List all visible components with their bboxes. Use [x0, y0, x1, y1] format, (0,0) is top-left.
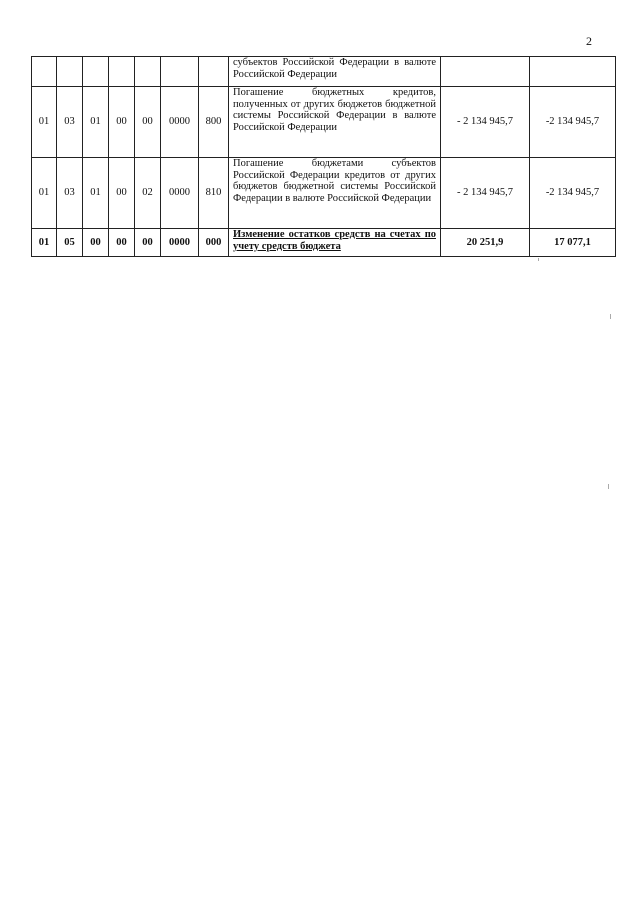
code-cell: 00 [109, 229, 135, 257]
code-cell: 00 [135, 229, 161, 257]
code-cell: 00 [109, 87, 135, 158]
code-cell: 01 [83, 158, 109, 229]
scan-speck [610, 314, 611, 319]
code-cell: 0000 [161, 87, 199, 158]
code-cell: 810 [199, 158, 229, 229]
code-cell [135, 57, 161, 87]
code-cell: 02 [135, 158, 161, 229]
scan-speck [608, 484, 609, 489]
value-cell-1: - 2 134 945,7 [441, 87, 530, 158]
code-cell: 01 [32, 87, 57, 158]
code-cell: 800 [199, 87, 229, 158]
code-cell: 0000 [161, 158, 199, 229]
value-cell-2 [530, 57, 616, 87]
value-cell-1: - 2 134 945,7 [441, 158, 530, 229]
code-cell [32, 57, 57, 87]
description-cell: Погашение бюджетами субъектов Российской Федерации кредитов от других бюджетов бюджетной системы Российской Федерации в валюте Российской Федерации [229, 158, 441, 229]
description-cell: субъектов Российской Федерации в валюте Российской Федерации [229, 57, 441, 87]
description-cell: Изменение остатков средств на счетах по учету средств бюджета [229, 229, 441, 257]
budget-sources-table [31, 56, 616, 257]
value-cell-1: 20 251,9 [441, 229, 530, 257]
code-cell [161, 57, 199, 87]
table-row-total [32, 229, 616, 257]
code-cell: 01 [32, 229, 57, 257]
table-row [32, 87, 616, 158]
code-cell: 00 [135, 87, 161, 158]
code-cell: 0000 [161, 229, 199, 257]
code-cell [83, 57, 109, 87]
table-row [32, 158, 616, 229]
code-cell: 00 [109, 158, 135, 229]
code-cell: 00 [83, 229, 109, 257]
code-cell: 03 [57, 87, 83, 158]
value-cell-2: 17 077,1 [530, 229, 616, 257]
code-cell [199, 57, 229, 87]
value-cell-2: -2 134 945,7 [530, 87, 616, 158]
code-cell [109, 57, 135, 87]
code-cell: 01 [32, 158, 57, 229]
description-cell: Погашение бюджетных кредитов, полученных от других бюджетов бюджетной системы Российской Федерации в валюте Российской Федерации [229, 87, 441, 158]
code-cell: 000 [199, 229, 229, 257]
scan-speck [538, 258, 539, 261]
table-row [32, 57, 616, 87]
code-cell: 03 [57, 158, 83, 229]
code-cell: 05 [57, 229, 83, 257]
page-number: 2 [586, 34, 592, 48]
code-cell [57, 57, 83, 87]
value-cell-2: -2 134 945,7 [530, 158, 616, 229]
value-cell-1 [441, 57, 530, 87]
code-cell: 01 [83, 87, 109, 158]
